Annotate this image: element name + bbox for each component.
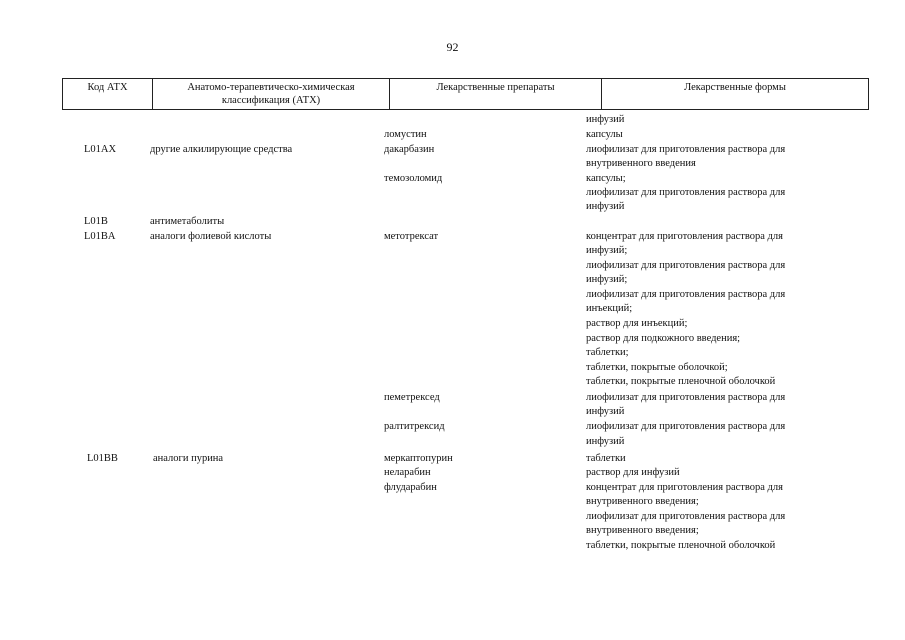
dosage-form-cell: лиофилизат для приготовления раствора для <box>586 187 786 198</box>
atc-code-cell: L01BA <box>84 231 116 242</box>
dosage-form-cell: инфузий <box>586 436 625 447</box>
dosage-form-cell: концентрат для приготовления раствора для <box>586 231 783 242</box>
drug-cell: метотрексат <box>384 231 439 242</box>
dosage-form-cell: капсулы <box>586 129 623 140</box>
dosage-form-cell: таблетки <box>586 453 626 464</box>
drug-cell: ломустин <box>384 129 427 140</box>
dosage-form-cell: капсулы; <box>586 173 626 184</box>
drug-cell: меркаптопурин <box>384 453 453 464</box>
dosage-form-cell: лиофилизат для приготовления раствора для <box>586 260 786 271</box>
dosage-form-cell: лиофилизат для приготовления раствора для <box>586 289 786 300</box>
atc-class-cell: антиметаболиты <box>150 216 225 227</box>
dosage-form-cell: инфузий <box>586 406 625 417</box>
header-drugs: Лекарственные препараты <box>390 79 602 110</box>
dosage-form-cell: концентрат для приготовления раствора для <box>586 482 783 493</box>
dosage-form-cell: раствор для инъекций; <box>586 318 688 329</box>
dosage-form-cell: инфузий <box>586 201 625 212</box>
header-dosage-forms: Лекарственные формы <box>602 79 869 110</box>
atc-class-cell: аналоги пурина <box>153 453 224 464</box>
dosage-form-cell: инфузий <box>586 114 625 125</box>
drug-cell: дакарбазин <box>384 144 435 155</box>
header-atc-code: Код АТХ <box>63 79 153 110</box>
drug-cell: пеметрексед <box>384 392 440 403</box>
dosage-form-cell: таблетки, покрытые пленочной оболочкой <box>586 376 776 387</box>
drug-cell: ралтитрексид <box>384 421 445 432</box>
dosage-form-cell: таблетки; <box>586 347 629 358</box>
atc-class-cell: другие алкилирующие средства <box>150 144 293 155</box>
drug-cell: неларабин <box>384 467 431 478</box>
table-header <box>62 78 869 110</box>
dosage-form-cell: лиофилизат для приготовления раствора для <box>586 511 786 522</box>
dosage-form-cell: лиофилизат для приготовления раствора для <box>586 421 786 432</box>
dosage-form-cell: инфузий; <box>586 274 628 285</box>
atc-code-cell: L01BB <box>87 453 118 464</box>
header-row <box>63 79 869 110</box>
dosage-form-cell: таблетки, покрытые пленочной оболочкой <box>586 540 776 551</box>
dosage-form-cell: внутривенного введения; <box>586 496 699 507</box>
dosage-form-cell: лиофилизат для приготовления раствора для <box>586 144 786 155</box>
dosage-form-cell: инфузий; <box>586 245 628 256</box>
atc-code-cell: L01AX <box>84 144 117 155</box>
dosage-form-cell: внутривенного введения <box>586 158 696 169</box>
header-atc-classification: Анатомо-терапевтическо-химическая классификация (АТХ) <box>153 79 390 110</box>
dosage-form-cell: таблетки, покрытые оболочкой; <box>586 362 728 373</box>
dosage-form-cell: раствор для подкожного введения; <box>586 333 741 344</box>
dosage-form-cell: раствор для инфузий <box>586 467 680 478</box>
drug-cell: флударабин <box>384 482 437 493</box>
dosage-form-cell: инъекций; <box>586 303 633 314</box>
page-number: 92 <box>446 40 459 54</box>
dosage-form-cell: внутривенного введения; <box>586 525 699 536</box>
atc-code-cell: L01B <box>84 216 108 227</box>
atc-class-cell: аналоги фолиевой кислоты <box>150 231 272 242</box>
dosage-form-cell: лиофилизат для приготовления раствора для <box>586 392 786 403</box>
drug-cell: темозоломид <box>384 173 443 184</box>
